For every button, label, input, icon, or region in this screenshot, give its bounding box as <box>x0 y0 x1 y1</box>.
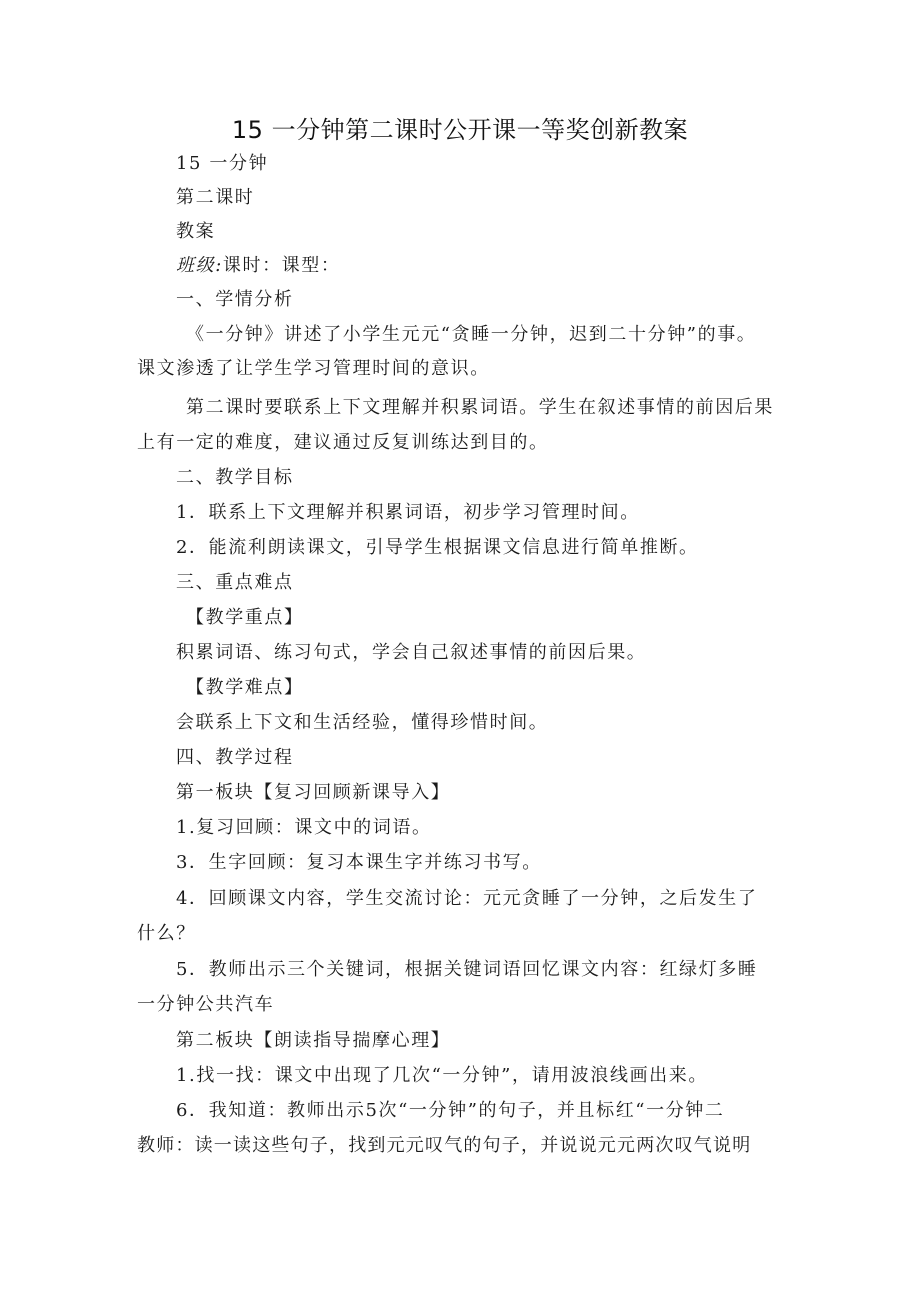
lesson-period: 第二课时 <box>176 187 255 208</box>
paragraph-line: 什么？ <box>137 923 196 944</box>
document-title: 15 一分钟第二课时公开课一等奖创新教案 <box>231 116 689 144</box>
process-item: 4．回顾课文内容，学生交流讨论：元元贪睡了一分钟，之后发生了 <box>176 888 758 909</box>
paragraph-line: 一分钟公共汽车 <box>137 994 275 1015</box>
class-label: 班级: <box>176 255 223 276</box>
paragraph-line: 教师：读一读这些句子，找到元元叹气的句子，并说说元元两次叹气说明 <box>137 1135 752 1156</box>
process-item: 3．生字回顾：复习本课生字并练习书写。 <box>176 852 542 873</box>
subheading-key-points: 【教学重点】 <box>186 607 304 628</box>
block-heading-2: 第二板块【朗读指导揣摩心理】 <box>176 1030 451 1051</box>
paragraph-line: 第二课时要联系上下文理解并积累词语。学生在叙述事情的前因后果 <box>186 397 774 418</box>
section-heading-4: 四、教学过程 <box>176 747 294 768</box>
doc-type-label: 教案 <box>176 221 216 242</box>
paragraph-line: 积累词语、练习句式，学会自己叙述事情的前因后果。 <box>176 642 647 663</box>
lesson-number: 15 一分钟 <box>176 153 269 174</box>
process-item: 1.复习回顾：课文中的词语。 <box>176 817 432 838</box>
section-heading-2: 二、教学目标 <box>176 467 294 488</box>
paragraph-line: 会联系上下文和生活经验，懂得珍惜时间。 <box>176 712 549 733</box>
paragraph-line: 上有一定的难度，建议通过反复训练达到目的。 <box>137 432 549 453</box>
class-info-line <box>176 254 340 278</box>
subheading-difficulties: 【教学难点】 <box>186 677 304 698</box>
process-item: 6．我知道：教师出示5次“一分钟”的句子，并且标红“一分钟二 <box>176 1100 725 1121</box>
section-heading-1: 一、学情分析 <box>176 289 294 310</box>
process-item: 1.找一找：课文中出现了几次“一分钟”，请用波浪线画出来。 <box>176 1065 708 1086</box>
block-heading-1: 第一板块【复习回顾新课导入】 <box>176 782 451 803</box>
paragraph-line: 《一分钟》讲述了小学生元元“贪睡一分钟，迟到二十分钟”的事。 <box>186 324 757 345</box>
goal-item: 2．能流利朗读课文，引导学生根据课文信息进行简单推断。 <box>176 537 699 558</box>
paragraph-line: 课文渗透了让学生学习管理时间的意识。 <box>137 358 490 379</box>
process-item: 5．教师出示三个关键词，根据关键词语回忆课文内容：红绿灯多睡 <box>176 959 758 980</box>
section-heading-3: 三、重点难点 <box>176 572 294 593</box>
goal-item: 1．联系上下文理解并积累词语，初步学习管理时间。 <box>176 502 640 523</box>
period-type-label: 课时：课型： <box>222 255 341 276</box>
